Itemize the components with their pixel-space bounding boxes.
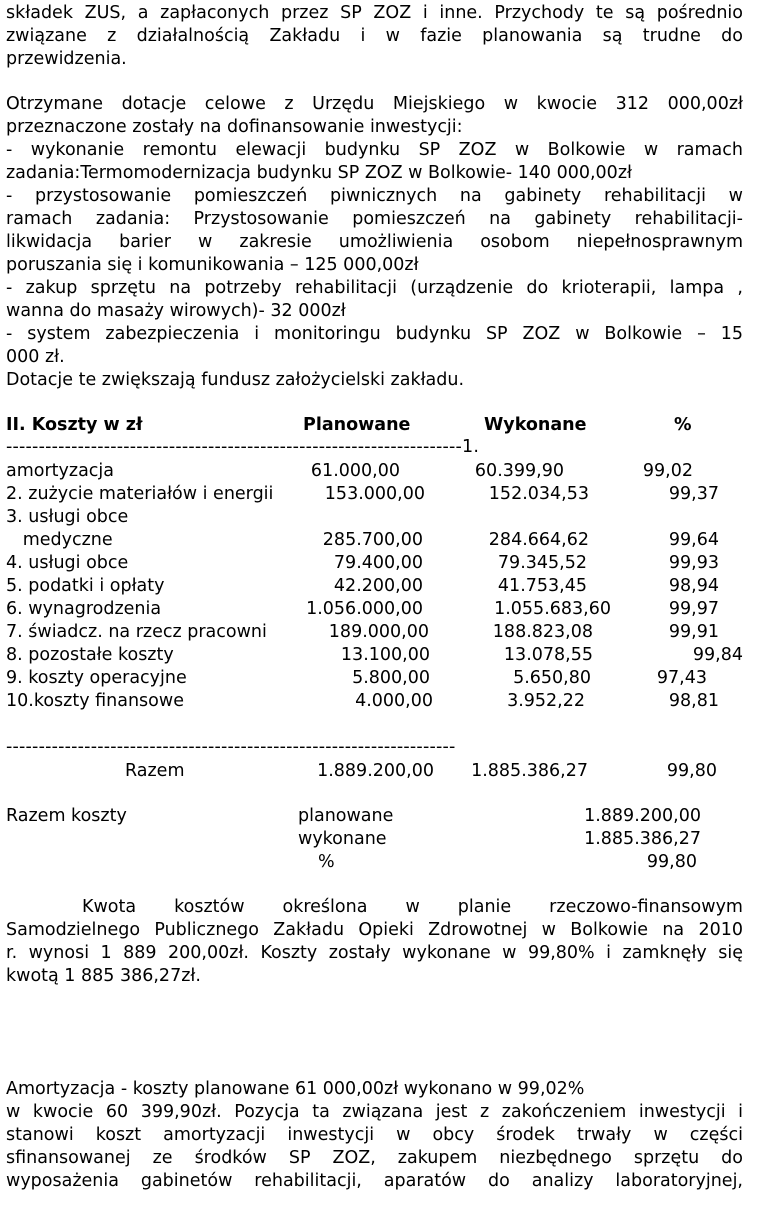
row-done: 284.664,62 xyxy=(488,530,589,550)
text-line: Amortyzacja - koszty planowane 61 000,00zł wykonano w 99,02% xyxy=(6,1079,585,1099)
text-line: stanowi koszt amortyzacji inwestycji w obcy środek trwały w części xyxy=(6,1125,743,1145)
row-planned: 13.100,00 xyxy=(340,645,430,665)
text-line: poruszania się i komunikowania – 125 000,00zł xyxy=(6,255,419,275)
text-line: Kwota kosztów określona w planie rzeczowo-finansowym xyxy=(6,897,743,917)
text-line: - przystosowanie pomieszczeń piwnicznych na gabinety rehabilitacji w xyxy=(6,186,743,206)
text-line: Otrzymane dotacje celowe z Urzędu Miejskiego w kwocie 312 000,00zł xyxy=(6,94,743,114)
total-label: Razem xyxy=(125,761,185,781)
row-name: 8. pozostałe koszty xyxy=(6,645,174,665)
text-line: wanna do masaży wirowych)- 32 000zł xyxy=(6,301,346,321)
row-name: 7. świadcz. na rzecz pracowni xyxy=(6,622,267,642)
row-planned: 153.000,00 xyxy=(324,484,425,504)
summary-pct-label: % xyxy=(318,852,335,872)
row-planned: 285.700,00 xyxy=(322,530,423,550)
row-done: 79.345,52 xyxy=(497,553,587,573)
row-name: 5. podatki i opłaty xyxy=(6,576,165,596)
text-line: składek ZUS, a zapłaconych przez SP ZOZ i inne. Przychody te są pośrednio xyxy=(6,3,743,23)
summary-pct-value: 99,80 xyxy=(646,852,697,872)
text-line: r. wynosi 1 889 200,00zł. Koszty zostały wykonane w 99,80% i zamknęły się xyxy=(6,943,743,963)
text-line: sfinansowanej ze środków SP ZOZ, zakupem niezbędnego sprzętu do xyxy=(6,1148,743,1168)
row-name: amortyzacja xyxy=(6,461,115,481)
row-done: 1.055.683,60 xyxy=(494,599,611,619)
table-separator: ----------------------------------------------------------------------1. xyxy=(6,437,480,457)
row-name: 9. koszty operacyjne xyxy=(6,668,187,688)
row-done: 13.078,55 xyxy=(503,645,593,665)
row-planned: 189.000,00 xyxy=(328,622,429,642)
row-pct: 99,37 xyxy=(668,484,719,504)
text-line: Dotacje te zwiększają fundusz założycielski zakładu. xyxy=(6,370,465,390)
column-header-pct: % xyxy=(674,415,692,435)
text-line: związane z działalnością Zakładu i w fazie planowania są trudne do xyxy=(6,26,743,46)
row-done: 188.823,08 xyxy=(492,622,593,642)
row-planned: 5.800,00 xyxy=(352,668,430,688)
row-planned: 1.056.000,00 xyxy=(306,599,423,619)
row-pct: 99,97 xyxy=(668,599,719,619)
row-pct: 99,64 xyxy=(668,530,719,550)
text-line: w kwocie 60 399,90zł. Pozycja ta związana jest z zakończeniem inwestycji i xyxy=(6,1102,743,1122)
summary-planned-label: planowane xyxy=(298,806,394,826)
row-name: 6. wynagrodzenia xyxy=(6,599,162,619)
table-title: II. Koszty w zł xyxy=(6,415,143,435)
row-pct: 99,02 xyxy=(642,461,693,481)
row-name: medyczne xyxy=(6,530,113,550)
row-done: 60.399,90 xyxy=(474,461,564,481)
row-pct: 97,43 xyxy=(656,668,707,688)
table-separator: --------------------------------------------------------------------- xyxy=(6,737,456,757)
text-line: przeznaczone zostały na dofinansowanie inwestycji: xyxy=(6,117,463,137)
row-name: 3. usługi obce xyxy=(6,507,129,527)
row-done: 3.952,22 xyxy=(507,691,585,711)
kwota-paragraph xyxy=(6,896,743,988)
column-header-planned: Planowane xyxy=(303,415,411,435)
row-pct: 99,91 xyxy=(668,622,719,642)
row-planned: 4.000,00 xyxy=(355,691,433,711)
text-line: ramach zadania: Przystosowanie pomieszczeń na gabinety rehabilitacji- xyxy=(6,209,743,229)
dotacje-paragraph xyxy=(6,93,743,392)
row-planned: 79.400,00 xyxy=(333,553,423,573)
row-done: 5.650,80 xyxy=(513,668,591,688)
row-pct: 99,84 xyxy=(692,645,743,665)
summary-done-value: 1.885.386,27 xyxy=(584,829,701,849)
text-line: 000 zł. xyxy=(6,347,65,367)
row-pct: 99,93 xyxy=(668,553,719,573)
amortyzacja-paragraph xyxy=(6,1078,743,1193)
text-line: Samodzielnego Publicznego Zakładu Opieki Zdrowotnej w Bolkowie na 2010 xyxy=(6,920,743,940)
row-done: 152.034,53 xyxy=(488,484,589,504)
row-name: 2. zużycie materiałów i energii xyxy=(6,484,274,504)
text-line: - system zabezpieczenia i monitoringu budynku SP ZOZ w Bolkowie – 15 xyxy=(6,324,743,344)
total-done: 1.885.386,27 xyxy=(471,761,588,781)
row-planned: 61.000,00 xyxy=(310,461,400,481)
row-name: 4. usługi obce xyxy=(6,553,129,573)
row-planned: 42.200,00 xyxy=(333,576,423,596)
row-pct: 98,94 xyxy=(668,576,719,596)
row-done: 41.753,45 xyxy=(497,576,587,596)
row-pct: 98,81 xyxy=(668,691,719,711)
text-line: wyposażenia gabinetów rehabilitacji, aparatów do analizy laboratoryjnej, xyxy=(6,1171,743,1191)
total-planned: 1.889.200,00 xyxy=(317,761,434,781)
text-line: kwotą 1 885 386,27zł. xyxy=(6,966,201,986)
intro-paragraph xyxy=(6,2,743,71)
total-pct: 99,80 xyxy=(666,761,717,781)
text-line: - zakup sprzętu na potrzeby rehabilitacji (urządzenie do krioterapii, lampa , xyxy=(6,278,743,298)
column-header-done: Wykonane xyxy=(484,415,587,435)
summary-planned-value: 1.889.200,00 xyxy=(584,806,701,826)
row-name: 10.koszty finansowe xyxy=(6,691,184,711)
summary-done-label: wykonane xyxy=(298,829,387,849)
text-line: przewidzenia. xyxy=(6,49,127,69)
text-line: zadania:Termomodernizacja budynku SP ZOZ w Bolkowie- 140 000,00zł xyxy=(6,163,632,183)
summary-label: Razem koszty xyxy=(6,806,127,826)
text-line: - wykonanie remontu elewacji budynku SP ZOZ w Bolkowie w ramach xyxy=(6,140,743,160)
text-line: likwidacja barier w zakresie umożliwienia osobom niepełnosprawnym xyxy=(6,232,743,252)
